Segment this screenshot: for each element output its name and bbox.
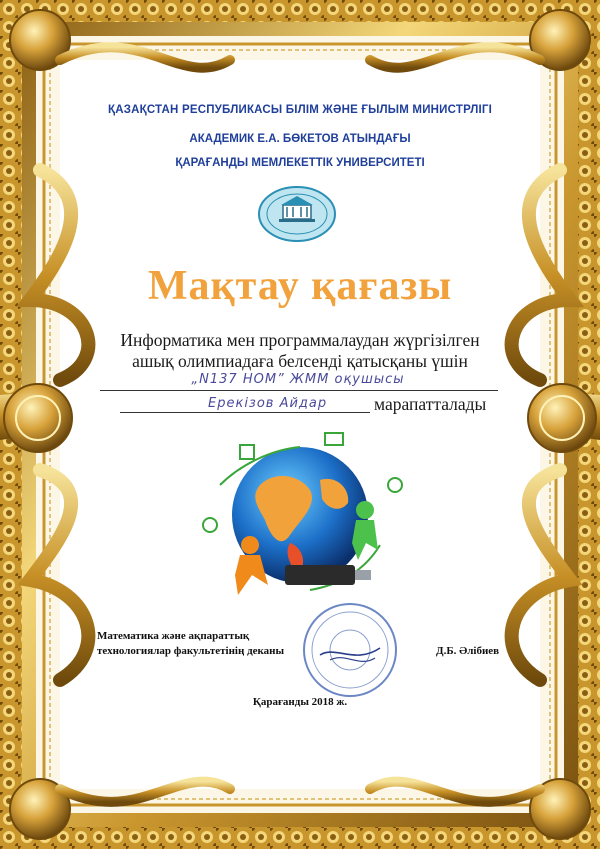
dean-signature-icon <box>320 648 380 655</box>
globe-computer-art-icon <box>180 425 420 625</box>
ministry-heading: ҚАЗАҚСТАН РЕСПУБЛИКАСЫ БІЛІМ ЖӘНЕ ҒЫЛЫМ МИНИСТРЛІГІ <box>107 104 493 116</box>
dean-title-line-2: технологиялар факультетінің деканы <box>97 645 285 657</box>
student-underline <box>120 412 370 413</box>
dean-title-line-1: Математика және ақпараттық <box>97 630 250 642</box>
university-heading: ҚАРАҒАНДЫ МЕМЛЕКЕТТІК УНИВЕРСИТЕТІ <box>175 157 425 169</box>
official-stamp-icon <box>300 600 400 700</box>
university-emblem-icon <box>257 185 337 243</box>
school-underline <box>100 390 498 391</box>
certificate-title: Мақтау қағазы <box>147 263 453 309</box>
city-year: Қарағанды 2018 ж. <box>252 696 348 708</box>
academic-heading: АКАДЕМИК Е.А. БӨКЕТОВ АТЫНДАҒЫ <box>189 133 411 145</box>
student-name-handwritten: Ерекізов Айдар <box>208 396 328 411</box>
award-reason-line-1: Информатика мен программалаудан жүргізілген <box>120 330 480 350</box>
school-handwritten: „N137 НОМ” ЖММ оқушысы <box>191 372 405 387</box>
awarded-label: марапатталады <box>374 394 487 414</box>
dean-name: Д.Б. Әлібиев <box>436 645 500 657</box>
award-reason-line-2: ашық олимпиадаға белсенді қатысқаны үшін <box>132 351 468 371</box>
